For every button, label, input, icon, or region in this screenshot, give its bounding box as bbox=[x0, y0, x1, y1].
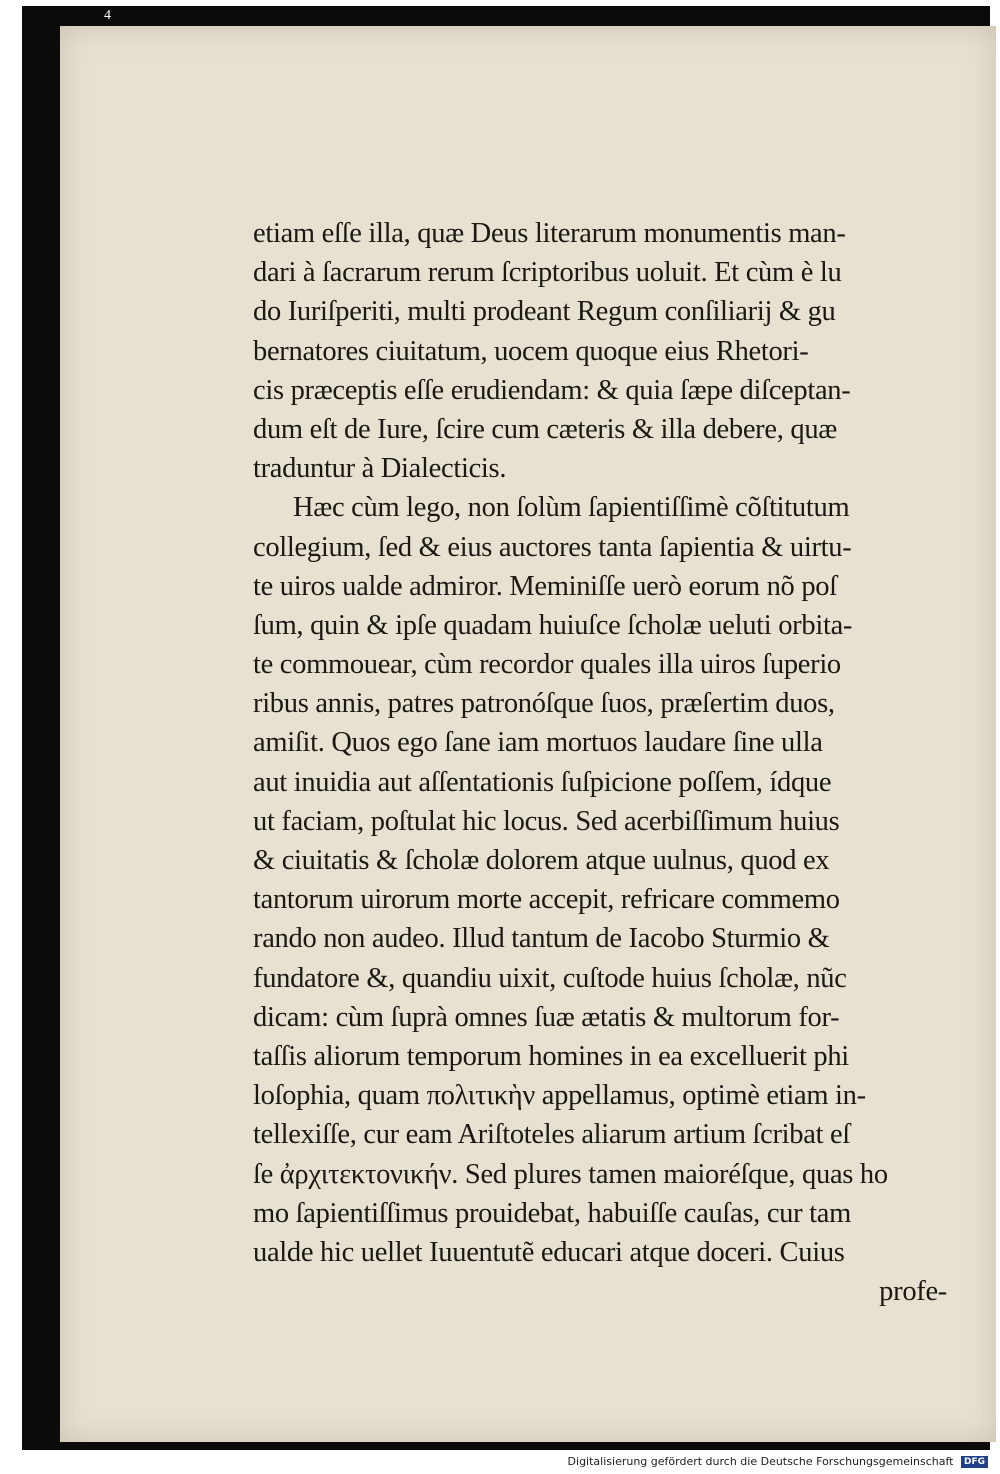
text-line: rando non audeo. Illud tantum de Iacobo Sturmio & bbox=[253, 923, 830, 955]
text-line: ribus annis, patres patronóſque ſuos, præſertim duos, bbox=[253, 688, 835, 720]
text-line: aut inuidia aut aſſentationis ſuſpicione poſſem, ídque bbox=[253, 766, 832, 798]
text-line: te uiros ualde admiror. Meminiſſe uerò eorum nõ poſ bbox=[253, 570, 837, 602]
page-text bbox=[253, 214, 983, 1311]
text-line: amiſit. Quos ego ſane iam mortuos laudare ſine ulla bbox=[253, 727, 823, 759]
text-line: ualde hic uellet Iuuentutẽ educari atque doceri. Cuius bbox=[253, 1236, 845, 1268]
text-line: ſum, quin & ipſe quadam huiuſce ſcholæ ueluti orbita- bbox=[253, 609, 853, 641]
text-line: do Iuriſperiti, multi prodeant Regum conſiliarij & gu bbox=[253, 296, 836, 328]
dfg-logo[interactable]: DFG bbox=[961, 1456, 988, 1468]
book-page bbox=[60, 26, 996, 1442]
text-line: cis præceptis eſſe erudiendam: & quia ſæpe diſceptan- bbox=[253, 374, 851, 406]
text-line: dari à ſacrarum rerum ſcriptoribus uoluit. Et cùm è lu bbox=[253, 257, 842, 289]
text-line: loſophia, quam πολιτικὴν appellamus, optimè etiam in- bbox=[253, 1080, 866, 1112]
page-marker: 4 bbox=[104, 8, 111, 23]
text-line: taſſis aliorum temporum homines in ea excelluerit phi bbox=[253, 1040, 849, 1072]
text-line: fundatore &, quandiu uixit, cuſtode huius ſcholæ, nũc bbox=[253, 962, 847, 994]
text-line: collegium, ſed & eius auctores tanta ſapientia & uirtu- bbox=[253, 531, 852, 563]
text-line: bernatores ciuitatum, uocem quoque eius Rhetori- bbox=[253, 335, 809, 367]
text-line: mo ſapientiſſimus prouidebat, habuiſſe cauſas, cur tam bbox=[253, 1197, 851, 1229]
scan-frame bbox=[22, 6, 990, 1450]
text-line: ſe ἀρχιτεκτονικήν. Sed plures tamen maioréſque, quas ho bbox=[253, 1158, 888, 1190]
paragraph-start-line: Hæc cùm lego, non ſolùm ſapientiſſimè cõſtitutum bbox=[293, 492, 850, 524]
text-line: tellexiſſe, cur eam Ariſtoteles aliarum artium ſcribat eſ bbox=[253, 1119, 851, 1151]
text-line: te commouear, cùm recordor quales illa uiros ſuperio bbox=[253, 649, 841, 681]
text-line: ut faciam, poſtulat hic locus. Sed acerbiſſimum huius bbox=[253, 805, 840, 837]
digitization-credit bbox=[568, 1455, 988, 1469]
text-line: dicam: cùm ſuprà omnes ſuæ ætatis & multorum for- bbox=[253, 1001, 840, 1033]
text-line: & ciuitatis & ſcholæ dolorem atque uulnus, quod ex bbox=[253, 845, 830, 876]
credit-text: Digitalisierung gefördert durch die Deutsche Forschungsgemeinschaft bbox=[567, 1455, 954, 1468]
text-line: traduntur à Dialecticis. bbox=[253, 453, 507, 485]
text-line: tantorum uirorum morte accepit, refricare commemo bbox=[253, 884, 840, 916]
text-line: etiam eſſe illa, quæ Deus literarum monumentis man- bbox=[253, 218, 846, 249]
catchword: profe- bbox=[879, 1276, 947, 1308]
text-line: dum eſt de Iure, ſcire cum cæteris & illa debere, quæ bbox=[253, 413, 837, 445]
